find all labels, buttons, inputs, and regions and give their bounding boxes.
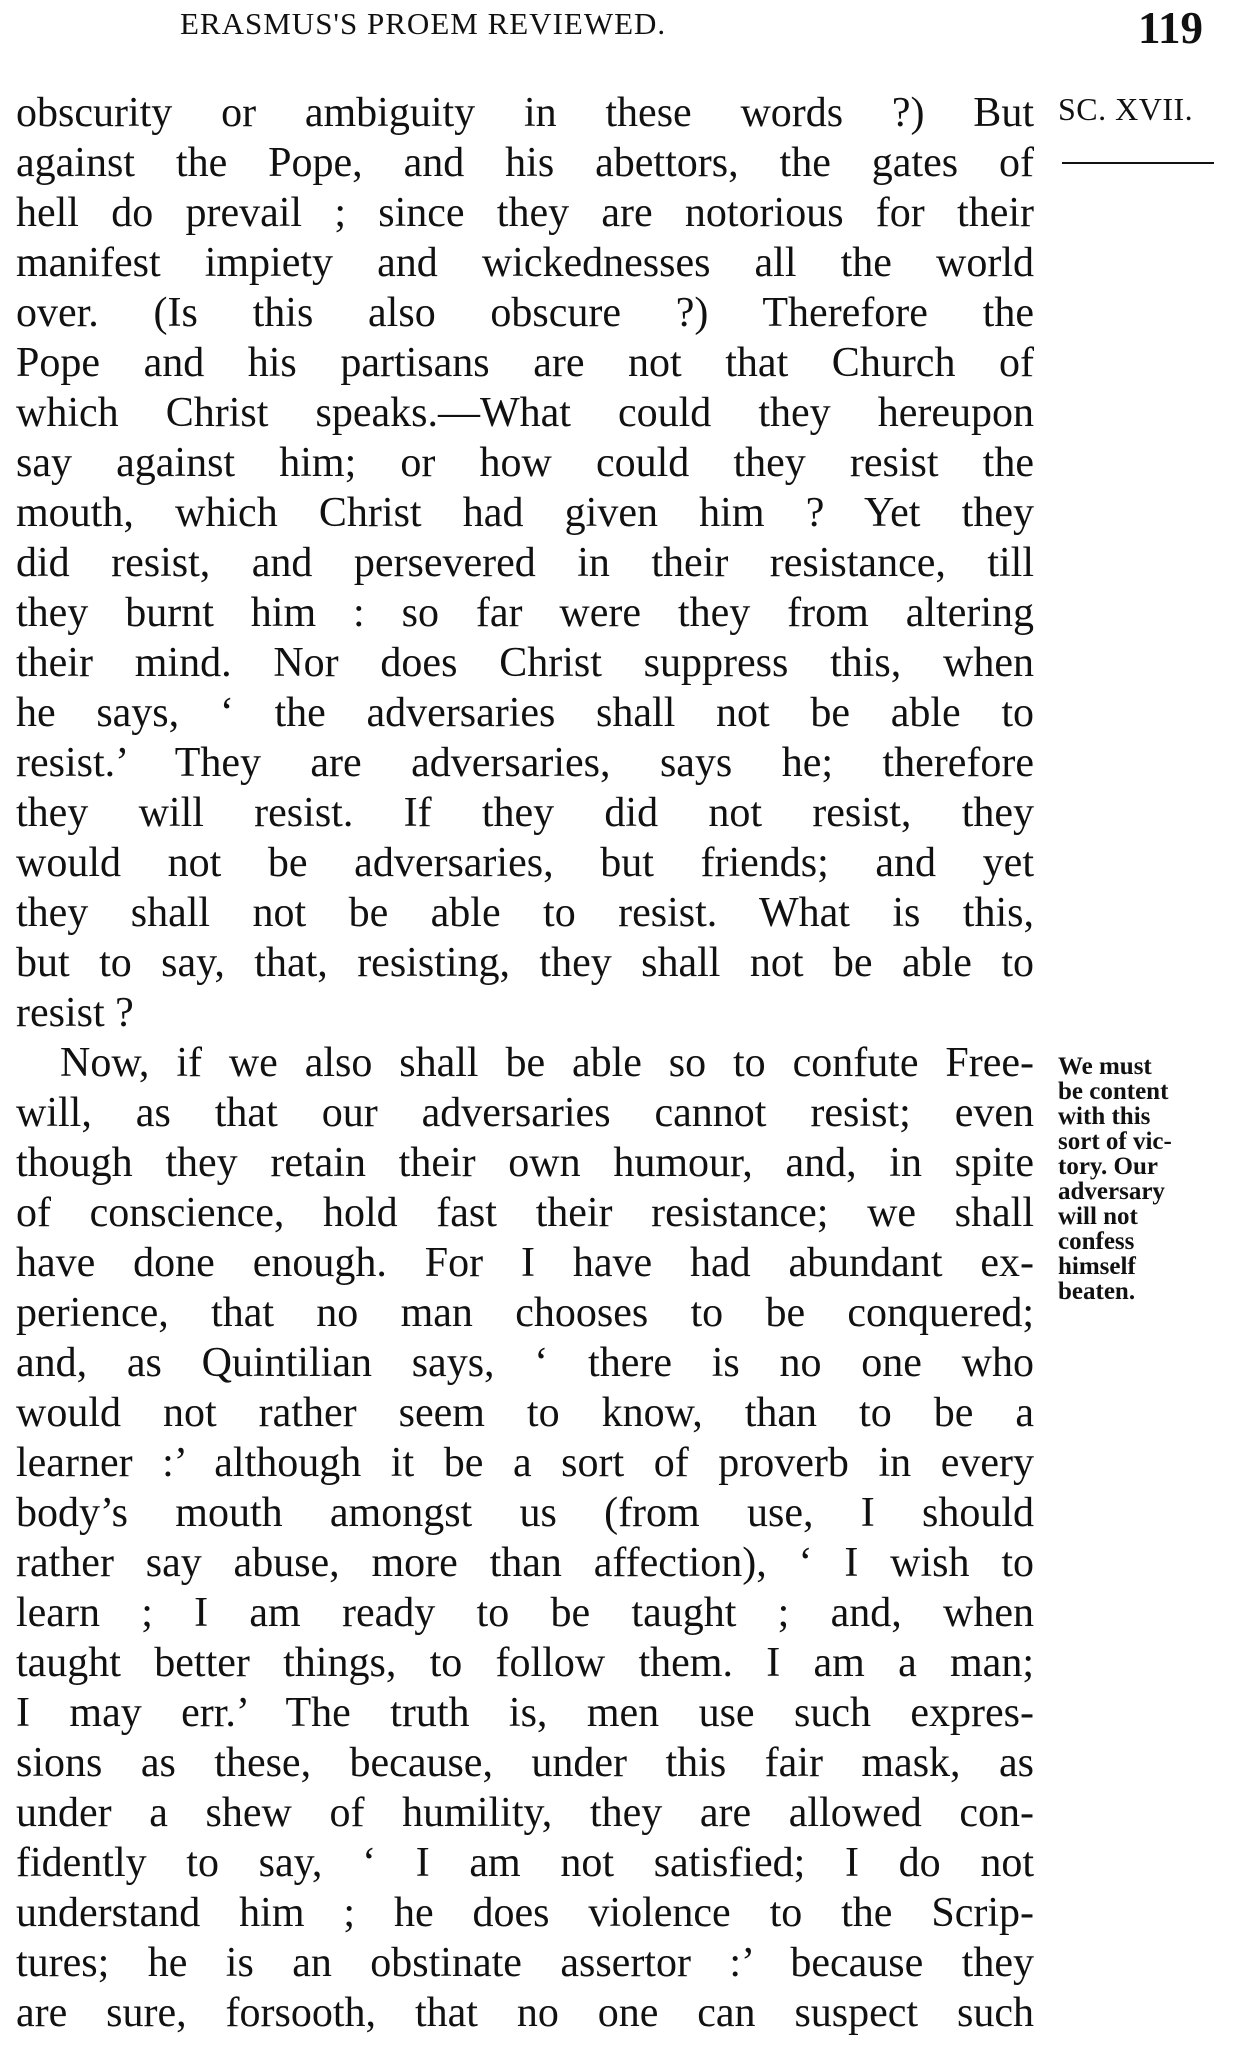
text-line: I may err.’ The truth is, men use such expres- xyxy=(16,1690,1034,1736)
text-line: say against him; or how could they resist the xyxy=(16,440,1034,486)
text-line: will, as that our adversaries cannot resist; even xyxy=(16,1090,1034,1136)
running-title: ERASMUS'S PROEM REVIEWED. xyxy=(180,6,667,41)
text-line: obscurity or ambiguity in these words ?) But xyxy=(16,90,1034,136)
text-line: manifest impiety and wickednesses all the world xyxy=(16,240,1034,286)
text-line: tures; he is an obstinate assertor :’ because they xyxy=(16,1940,1034,1986)
text-line: over. (Is this also obscure ?) Therefore the xyxy=(16,290,1034,336)
text-line: they will resist. If they did not resist, they xyxy=(16,790,1034,836)
text-line: mouth, which Christ had given him ? Yet they xyxy=(16,490,1034,536)
text-line: learner :’ although it be a sort of proverb in every xyxy=(16,1440,1034,1486)
text-line: under a shew of humility, they are allowed con- xyxy=(16,1790,1034,1836)
marginal-note-line: himself xyxy=(1058,1253,1136,1280)
section-rule xyxy=(1062,162,1214,164)
text-line: resist ? xyxy=(16,990,134,1036)
text-line: would not be adversaries, but friends; and yet xyxy=(16,840,1034,886)
text-line: have done enough. For I have had abundant ex- xyxy=(16,1240,1034,1286)
text-line: resist.’ They are adversaries, says he; therefore xyxy=(16,740,1034,786)
text-line: against the Pope, and his abettors, the gates of xyxy=(16,140,1034,186)
running-head xyxy=(0,0,1233,70)
text-line: are sure, forsooth, that no one can suspect such xyxy=(16,1990,1034,2036)
text-line: rather say abuse, more than affection), ‘ I wish to xyxy=(16,1540,1034,1586)
text-line: and, as Quintilian says, ‘ there is no one who xyxy=(16,1340,1034,1386)
text-line: Pope and his partisans are not that Church of xyxy=(16,340,1034,386)
marginal-note-line: with this xyxy=(1058,1103,1151,1130)
text-line: understand him ; he does violence to the Scrip- xyxy=(16,1890,1034,1936)
text-line: he says, ‘ the adversaries shall not be able to xyxy=(16,690,1034,736)
marginal-note-line: beaten. xyxy=(1058,1278,1136,1305)
text-line: they shall not be able to resist. What is this, xyxy=(16,890,1034,936)
text-line: learn ; I am ready to be taught ; and, when xyxy=(16,1590,1034,1636)
marginal-note xyxy=(1058,1054,1228,1304)
text-line: they burnt him : so far were they from altering xyxy=(16,590,1034,636)
marginal-note-line: tory. Our xyxy=(1058,1153,1158,1180)
marginal-note-line: be content xyxy=(1058,1078,1169,1105)
marginal-note-line: will not xyxy=(1058,1203,1138,1230)
text-line: of conscience, hold fast their resistance; we shall xyxy=(16,1190,1034,1236)
text-line: did resist, and persevered in their resistance, till xyxy=(16,540,1034,586)
text-line: body’s mouth amongst us (from use, I should xyxy=(16,1490,1034,1536)
text-line: taught better things, to follow them. I am a man; xyxy=(16,1640,1034,1686)
section-label: SC. XVII. xyxy=(1058,91,1194,127)
text-line: fidently to say, ‘ I am not satisfied; I do not xyxy=(16,1840,1034,1886)
text-line: hell do prevail ; since they are notorious for their xyxy=(16,190,1034,236)
text-line: would not rather seem to know, than to be a xyxy=(16,1390,1034,1436)
text-line: which Christ speaks.—What could they hereupon xyxy=(16,390,1034,436)
marginal-note-line: We must xyxy=(1058,1053,1152,1080)
text-line: Now, if we also shall be able so to confute Free- xyxy=(60,1040,1034,1086)
marginal-note-line: adversary xyxy=(1058,1178,1165,1205)
text-line: but to say, that, resisting, they shall not be able to xyxy=(16,940,1034,986)
page-number: 119 xyxy=(1138,3,1204,53)
marginal-note-line: sort of vic- xyxy=(1058,1128,1172,1155)
text-line: their mind. Nor does Christ suppress this, when xyxy=(16,640,1034,686)
text-line: sions as these, because, under this fair mask, as xyxy=(16,1740,1034,1786)
body-text xyxy=(16,88,1034,2038)
text-line: perience, that no man chooses to be conquered; xyxy=(16,1290,1034,1336)
marginal-note-line: confess xyxy=(1058,1228,1135,1255)
text-line: though they retain their own humour, and, in spite xyxy=(16,1140,1034,1186)
